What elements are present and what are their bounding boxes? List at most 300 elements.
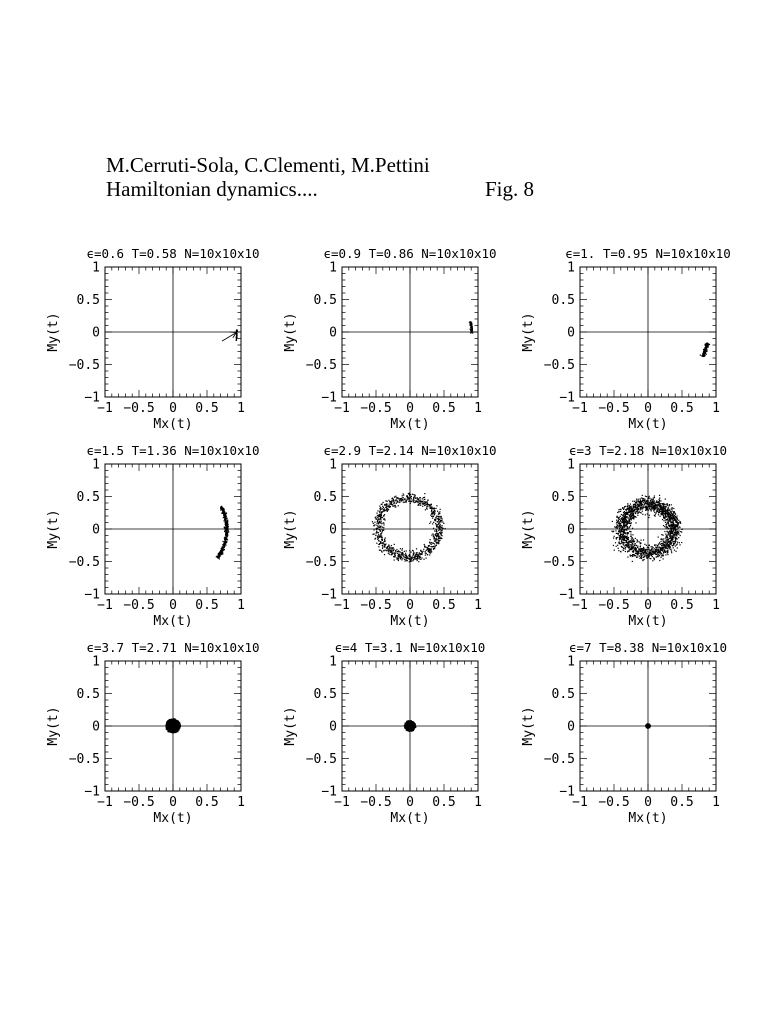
data-point	[435, 535, 436, 536]
data-point	[378, 544, 379, 545]
data-point	[383, 507, 384, 508]
data-point	[630, 515, 631, 516]
data-point	[623, 516, 624, 517]
data-point	[406, 550, 407, 551]
data-point	[652, 552, 653, 553]
data-point	[630, 542, 631, 543]
y-tick-label: 0	[329, 522, 337, 538]
data-point	[629, 527, 630, 528]
data-point	[435, 545, 436, 546]
data-point	[408, 493, 409, 494]
data-point	[432, 523, 433, 524]
data-point	[662, 547, 663, 548]
data-point	[379, 527, 380, 528]
data-point	[628, 510, 629, 511]
data-point	[434, 541, 435, 542]
data-point	[386, 509, 387, 510]
data-point	[624, 527, 625, 528]
data-point	[669, 535, 670, 536]
data-point	[666, 506, 667, 507]
data-point	[440, 534, 441, 535]
x-tick-label: −1	[572, 598, 588, 613]
data-point	[638, 499, 639, 500]
data-point	[443, 523, 444, 524]
data-point	[412, 550, 413, 551]
data-point	[672, 515, 673, 516]
data-point	[677, 518, 678, 519]
x-tick-label: 0	[644, 401, 652, 416]
data-point	[661, 555, 662, 556]
data-point	[471, 331, 472, 332]
x-tick-label: −1	[334, 598, 350, 613]
x-tick-label: 0.5	[195, 598, 219, 613]
scatter-points	[700, 342, 710, 357]
data-point	[644, 544, 645, 545]
data-point	[379, 530, 380, 531]
data-point	[646, 503, 647, 504]
data-point	[416, 548, 417, 549]
data-point	[624, 539, 625, 540]
x-tick-label: 0	[169, 401, 177, 416]
data-point	[616, 538, 617, 539]
data-point	[663, 511, 664, 512]
x-tick-label: 0.5	[670, 598, 694, 613]
data-point	[651, 499, 652, 500]
data-point	[673, 530, 674, 531]
data-point	[677, 543, 678, 544]
data-point	[630, 544, 631, 545]
y-tick-label: −1	[84, 587, 100, 603]
data-point	[653, 505, 654, 506]
data-point	[661, 545, 662, 546]
data-point	[381, 504, 382, 505]
data-point	[665, 520, 666, 521]
data-point	[658, 550, 659, 551]
panel-title: ϵ=2.9 T=2.14 N=10x10x10	[323, 443, 497, 458]
data-point	[617, 512, 618, 513]
data-point	[421, 551, 422, 552]
data-point	[381, 539, 382, 540]
data-point	[377, 526, 378, 527]
data-point	[668, 541, 669, 542]
data-point	[221, 549, 222, 550]
data-point	[654, 506, 655, 507]
data-point	[409, 561, 410, 562]
data-point	[663, 558, 664, 559]
data-point	[659, 542, 660, 543]
data-point	[639, 558, 640, 559]
data-point	[677, 542, 678, 543]
data-point	[647, 547, 648, 548]
data-point	[649, 502, 650, 503]
data-point	[436, 531, 437, 532]
data-point	[671, 552, 672, 553]
data-point	[438, 535, 439, 536]
data-point	[217, 556, 218, 557]
data-point	[657, 545, 658, 546]
y-tick-label: −1	[559, 390, 575, 406]
data-point	[378, 523, 379, 524]
data-point	[630, 504, 631, 505]
data-point	[431, 542, 432, 543]
y-tick-label: 0	[567, 522, 575, 538]
data-point	[432, 512, 433, 513]
data-point	[663, 538, 664, 539]
data-point	[390, 506, 391, 507]
data-point	[377, 510, 378, 511]
data-point	[641, 497, 642, 498]
x-axis-label: Mx(t)	[153, 811, 193, 826]
data-point	[671, 539, 672, 540]
data-point	[664, 508, 665, 509]
y-axis-label: My(t)	[46, 509, 61, 549]
data-point	[651, 550, 652, 551]
data-point	[631, 510, 632, 511]
data-point	[391, 554, 392, 555]
x-tick-label: 0	[644, 598, 652, 613]
data-point	[656, 556, 657, 557]
y-tick-label: 0	[92, 719, 100, 735]
data-point	[638, 541, 639, 542]
data-point	[643, 505, 644, 506]
data-point	[669, 504, 670, 505]
data-point	[659, 553, 660, 554]
data-point	[646, 545, 647, 546]
data-point	[399, 557, 400, 558]
data-point	[655, 550, 656, 551]
data-point	[394, 556, 395, 557]
data-point	[652, 560, 653, 561]
data-point	[671, 542, 672, 543]
data-point	[652, 500, 653, 501]
data-point	[227, 520, 228, 521]
data-point	[628, 522, 629, 523]
data-point	[671, 513, 672, 514]
data-point	[645, 514, 646, 515]
data-point	[387, 511, 388, 512]
data-point	[435, 539, 436, 540]
data-point	[618, 548, 619, 549]
data-point	[632, 551, 633, 552]
data-point	[431, 514, 432, 515]
data-point	[388, 553, 389, 554]
data-point	[637, 546, 638, 547]
data-point	[670, 531, 671, 532]
data-point	[439, 526, 440, 527]
data-point	[672, 517, 673, 518]
data-point	[665, 544, 666, 545]
data-point	[706, 351, 707, 352]
data-point	[666, 541, 667, 542]
data-point	[703, 355, 704, 356]
data-point	[376, 525, 377, 526]
data-point	[627, 506, 628, 507]
data-point	[426, 508, 427, 509]
data-point	[382, 545, 383, 546]
data-point	[633, 539, 634, 540]
data-point	[428, 551, 429, 552]
data-point	[650, 506, 651, 507]
data-point	[640, 507, 641, 508]
data-point	[225, 518, 226, 519]
data-point	[703, 352, 704, 353]
data-point	[400, 548, 401, 549]
data-point	[430, 521, 431, 522]
data-point	[675, 516, 676, 517]
data-point	[382, 517, 383, 518]
data-point	[418, 504, 419, 505]
data-point	[410, 501, 411, 502]
data-point	[413, 497, 414, 498]
data-point	[672, 545, 673, 546]
data-point	[424, 544, 425, 545]
y-tick-label: 0.5	[313, 293, 337, 308]
data-point	[391, 547, 392, 548]
data-point	[648, 505, 649, 506]
data-point	[386, 550, 387, 551]
data-point	[615, 530, 616, 531]
data-point	[657, 555, 658, 556]
data-point	[385, 510, 386, 511]
data-point	[627, 513, 628, 514]
data-point	[656, 501, 657, 502]
data-point	[434, 548, 435, 549]
data-point	[413, 498, 414, 499]
data-point	[388, 545, 389, 546]
data-point	[412, 557, 413, 558]
data-point	[620, 511, 621, 512]
data-point	[674, 511, 675, 512]
y-tick-label: 0.5	[76, 687, 100, 702]
data-point	[661, 553, 662, 554]
data-point	[380, 507, 381, 508]
x-tick-label: −0.5	[123, 795, 155, 810]
data-point	[645, 496, 646, 497]
data-point	[676, 535, 677, 536]
data-point	[637, 554, 638, 555]
data-point	[418, 498, 419, 499]
data-point	[636, 499, 637, 500]
data-point	[657, 507, 658, 508]
data-point	[675, 534, 676, 535]
data-point	[225, 531, 226, 532]
y-tick-label: −1	[321, 390, 337, 406]
x-axis-label: Mx(t)	[628, 614, 668, 629]
data-point	[616, 546, 617, 547]
data-point	[427, 547, 428, 548]
data-point	[390, 552, 391, 553]
data-point	[384, 540, 385, 541]
data-point	[624, 507, 625, 508]
data-point	[222, 544, 223, 545]
data-point	[665, 541, 666, 542]
data-point	[385, 549, 386, 550]
data-point	[628, 512, 629, 513]
data-point	[635, 513, 636, 514]
data-point	[426, 501, 427, 502]
data-point	[421, 557, 422, 558]
data-point	[671, 517, 672, 518]
data-point	[615, 542, 616, 543]
data-point	[624, 529, 625, 530]
data-point	[374, 539, 375, 540]
data-point	[376, 513, 377, 514]
data-point	[380, 533, 381, 534]
data-point	[439, 536, 440, 537]
data-point	[224, 527, 225, 528]
data-point	[219, 556, 220, 557]
data-point	[670, 546, 671, 547]
data-point	[656, 549, 657, 550]
data-point	[439, 516, 440, 517]
y-axis-label: My(t)	[521, 312, 536, 352]
data-point	[643, 507, 644, 508]
data-point	[663, 520, 664, 521]
data-point	[665, 540, 666, 541]
data-point	[706, 344, 707, 345]
data-point	[434, 543, 435, 544]
data-point	[662, 550, 663, 551]
data-point	[651, 554, 652, 555]
data-point	[674, 532, 675, 533]
data-point	[403, 555, 404, 556]
data-point	[658, 536, 659, 537]
data-point	[654, 515, 655, 516]
data-point	[630, 554, 631, 555]
data-point	[657, 547, 658, 548]
data-point	[657, 511, 658, 512]
data-point	[426, 550, 427, 551]
data-point	[433, 522, 434, 523]
data-point	[634, 501, 635, 502]
data-point	[653, 499, 654, 500]
data-point	[633, 504, 634, 505]
data-point	[639, 498, 640, 499]
data-point	[399, 551, 400, 552]
data-point	[625, 513, 626, 514]
data-point	[613, 537, 614, 538]
data-point	[406, 555, 407, 556]
data-point	[431, 544, 432, 545]
data-point	[419, 497, 420, 498]
x-tick-label: 0.5	[195, 401, 219, 416]
data-point	[438, 542, 439, 543]
data-point	[629, 519, 630, 520]
data-point	[416, 501, 417, 502]
data-point	[395, 553, 396, 554]
data-point	[672, 511, 673, 512]
data-point	[404, 551, 405, 552]
data-point	[380, 518, 381, 519]
data-point	[635, 502, 636, 503]
data-point	[614, 536, 615, 537]
data-point	[615, 527, 616, 528]
data-point	[629, 512, 630, 513]
data-point	[381, 517, 382, 518]
data-point	[635, 516, 636, 517]
data-point	[384, 539, 385, 540]
data-point	[624, 520, 625, 521]
data-point	[410, 556, 411, 557]
data-point	[642, 506, 643, 507]
data-point	[627, 556, 628, 557]
data-point	[620, 531, 621, 532]
y-tick-label: −0.5	[305, 358, 337, 373]
data-point	[620, 523, 621, 524]
data-point	[435, 508, 436, 509]
data-point	[627, 532, 628, 533]
data-point	[650, 502, 651, 503]
data-point	[653, 509, 654, 510]
data-point	[226, 539, 227, 540]
data-point	[630, 513, 631, 514]
data-point	[403, 554, 404, 555]
data-point	[415, 554, 416, 555]
data-point	[432, 516, 433, 517]
data-point	[409, 496, 410, 497]
data-point	[634, 545, 635, 546]
data-point	[656, 507, 657, 508]
data-point	[431, 534, 432, 535]
x-tick-label: −0.5	[360, 598, 392, 613]
data-point	[641, 558, 642, 559]
data-point	[225, 533, 226, 534]
data-point	[617, 527, 618, 528]
data-point	[659, 499, 660, 500]
data-point	[641, 549, 642, 550]
data-point	[423, 559, 424, 560]
data-point	[626, 528, 627, 529]
data-point	[622, 515, 623, 516]
data-point	[223, 514, 224, 515]
data-point	[627, 551, 628, 552]
panel-title: ϵ=0.6 T=0.58 N=10x10x10	[86, 246, 260, 261]
data-point	[627, 523, 628, 524]
data-point	[392, 501, 393, 502]
data-point	[630, 523, 631, 524]
data-point	[376, 532, 377, 533]
data-point	[387, 506, 388, 507]
data-point	[626, 541, 627, 542]
data-point	[663, 553, 664, 554]
panel-title: ϵ=1.5 T=1.36 N=10x10x10	[86, 443, 260, 458]
data-point	[392, 498, 393, 499]
data-point	[639, 555, 640, 556]
data-point	[425, 551, 426, 552]
data-point	[619, 543, 620, 544]
data-point	[628, 544, 629, 545]
data-point	[383, 527, 384, 528]
data-point	[675, 538, 676, 539]
data-point	[622, 531, 623, 532]
data-point	[650, 500, 651, 501]
data-point	[431, 507, 432, 508]
data-point	[399, 502, 400, 503]
data-point	[412, 560, 413, 561]
data-point	[380, 526, 381, 527]
y-tick-label: −1	[559, 587, 575, 603]
data-point	[408, 558, 409, 559]
data-point	[408, 501, 409, 502]
data-point	[705, 352, 706, 353]
data-point	[648, 554, 649, 555]
data-point	[665, 537, 666, 538]
data-point	[470, 330, 471, 331]
x-tick-label: 0	[169, 598, 177, 613]
data-point	[627, 535, 628, 536]
data-point	[426, 549, 427, 550]
data-point	[624, 512, 625, 513]
